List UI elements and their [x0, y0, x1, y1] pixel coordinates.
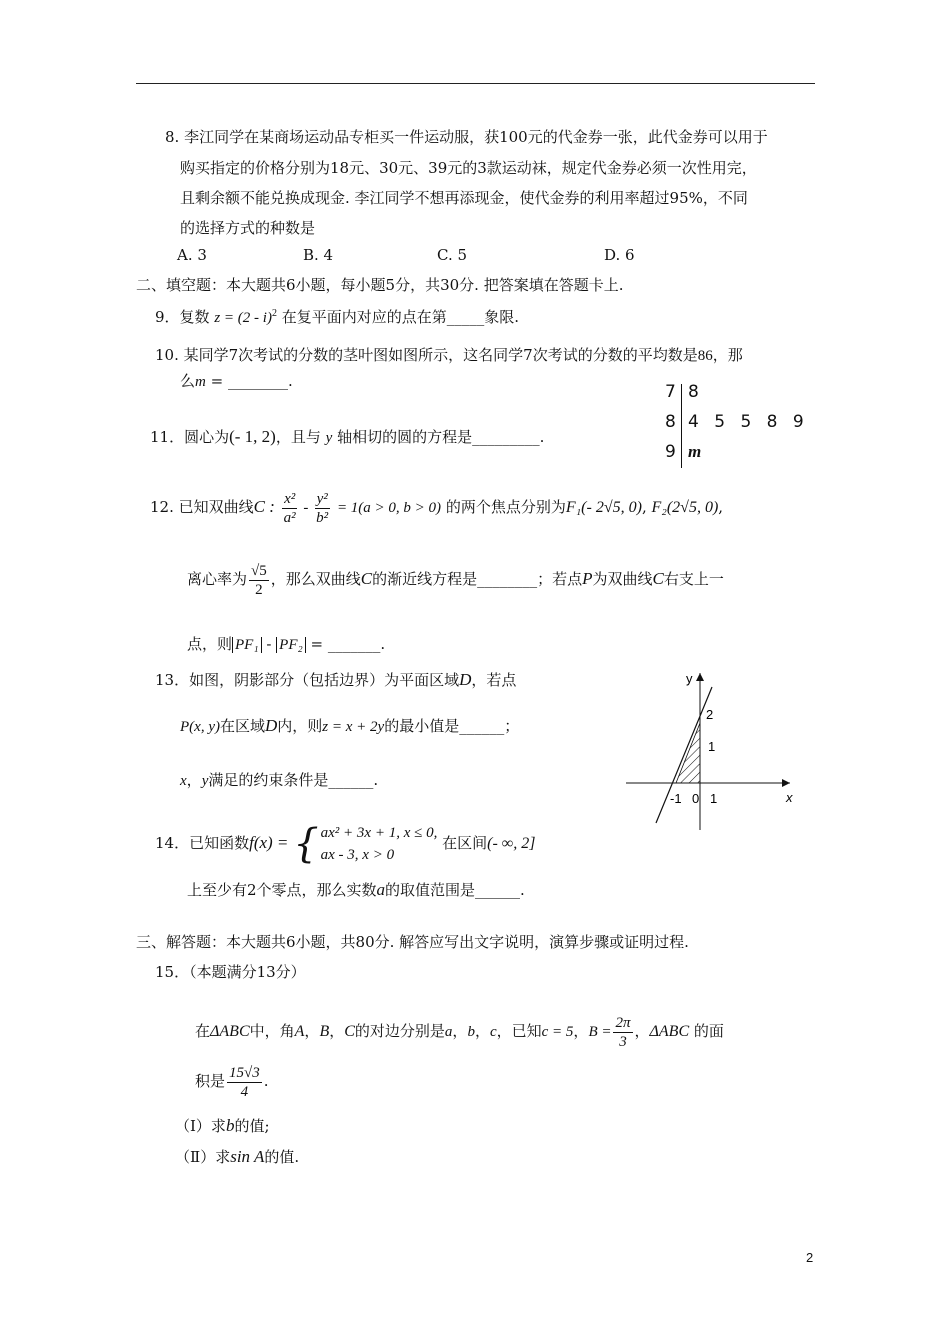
- q10-text2: 么: [180, 372, 196, 390]
- q15-part1: [175, 1116, 270, 1136]
- tick-x-1: 1: [710, 791, 718, 806]
- q9-prefix: 9．复数: [155, 308, 210, 326]
- q12-prefix: 12. 已知双曲线: [150, 498, 254, 516]
- q12-line1: 12. 已知双曲线C : $\frac{\text{x²}}{\text{a²}}$ - $\frac{\text{y²}}{\text{b²}}$ = 1(a > 0, b > 0) 的两个焦点分别为F₁(- 2√5, 0), F₂(2√5, 0),: [150, 490, 724, 526]
- q13-text: 的最小值是______；: [384, 717, 520, 735]
- q13-line2: [180, 716, 519, 737]
- q13-point: P(x, y): [180, 719, 220, 735]
- q15-part2: [175, 1147, 299, 1167]
- q13-line1: [155, 670, 516, 690]
- q13-x: x: [180, 773, 187, 789]
- q8-option-b: B. 4: [303, 246, 334, 264]
- q12-text: 右支上一: [663, 570, 724, 588]
- q15-triangle: ΔABC: [649, 1023, 690, 1040]
- q14-blank: 的取值范围是______.: [385, 881, 525, 899]
- y-axis-label: y: [686, 671, 693, 686]
- q14-line2: [187, 880, 525, 900]
- q14-case-rows: [321, 822, 438, 866]
- q14-line1: [155, 818, 535, 869]
- q15-b-numerator: 2π: [615, 1014, 631, 1031]
- stem-key: 9: [665, 442, 676, 462]
- q12-text: ，那么双曲线: [270, 570, 361, 588]
- stem-leaves: m: [688, 442, 707, 461]
- q14-cases: [293, 822, 437, 866]
- q13-expr: z = x + 2y: [322, 719, 385, 735]
- q15-angle-a: A: [294, 1023, 305, 1040]
- q11-center: (- 1, 2): [229, 427, 276, 446]
- q15-text: 的值.: [264, 1148, 300, 1166]
- boundary-line: [656, 687, 712, 823]
- q8-line4: 的选择方式的种数是: [180, 219, 316, 237]
- q15-b-fraction: [613, 1014, 632, 1051]
- q8-line3: 且剩余额不能兑换成现金. 李江同学不想再添现金，使代金券的利用率超过95%，不同: [180, 189, 748, 207]
- q12-pf2: PF₂: [276, 637, 306, 653]
- q14-interval: (- ∞, 2]: [487, 835, 536, 852]
- q13-y: y: [201, 773, 209, 789]
- q14-brace: {: [293, 821, 319, 867]
- q12-c: C: [360, 569, 373, 588]
- q15-c-value: c = 5: [541, 1024, 574, 1040]
- q13-text: 13．如图，阴影部分（包括边界）为平面区域: [155, 671, 460, 689]
- q10-average: 86: [697, 348, 713, 364]
- q12-yfrac: [314, 490, 330, 527]
- q12-mid: 的两个焦点分别为: [445, 498, 566, 516]
- q12-ecc-numerator: √5: [251, 562, 267, 579]
- q12-ecc-denominator: 2: [255, 581, 263, 598]
- q10-blank: = ________.: [205, 372, 293, 390]
- q12-text: 为双曲线: [592, 570, 653, 588]
- q12-y-denominator: b²: [316, 509, 329, 526]
- q13-d: D: [264, 716, 278, 735]
- q13-line3: [180, 770, 378, 791]
- stem-key: 8: [665, 412, 676, 432]
- q12-line3: 点，则 PF₁ - PF₂ = _______.: [187, 635, 386, 653]
- q15-angle-c: C: [344, 1023, 355, 1040]
- q12-pf1: PF₁: [232, 637, 262, 653]
- q15-line2: [195, 1058, 269, 1104]
- q12-blank: = _______.: [305, 635, 386, 653]
- q14-prefix: 14．已知函数: [155, 834, 250, 852]
- tick-x-neg1: -1: [670, 791, 682, 806]
- q14-case1: ax² + 3x + 1, x ≤ 0,: [320, 825, 438, 841]
- q8-option-c: C. 5: [437, 246, 468, 264]
- q15-line1: 在ΔABC中，角A，B，C的对边分别是a，b，c，已知c = 5，B = $\frac{2\pi}{3}$ ，ΔABC 的面: [195, 1014, 724, 1050]
- q12-xfrac: [282, 490, 298, 527]
- q9-expr: z = (2 - i): [214, 310, 272, 326]
- y-axis-arrow: [696, 673, 704, 681]
- q15-comma: ，: [329, 1022, 345, 1040]
- stem-key: 7: [665, 382, 676, 402]
- stem-divider: [681, 384, 682, 468]
- q8-line1: 8. 李江同学在某商场运动品专柜买一件运动服，获100元的代金券一张，此代金券可以用于: [165, 128, 768, 146]
- q10-text: 10. 某同学7次考试的分数的茎叶图如图所示，这名同学7次考试的分数的平均数是: [155, 346, 698, 364]
- q15-side-b: b: [467, 1024, 475, 1040]
- tick-y-1: 1: [708, 739, 716, 754]
- stem-leaves: 4 5 5 8 9: [688, 412, 809, 432]
- page-number: 2: [806, 1250, 814, 1265]
- tick-x-0: 0: [692, 791, 700, 806]
- q13-text: 满足的约束条件是______.: [208, 771, 379, 789]
- header-rule: [136, 83, 815, 84]
- q10-var-m: m: [195, 374, 206, 390]
- q15-text: 积是: [195, 1072, 226, 1090]
- q15-text: 的面: [693, 1022, 724, 1040]
- q12-curve: C :: [253, 497, 275, 516]
- q14-case2: ax - 3, x > 0: [320, 847, 395, 863]
- q11-axis: y: [325, 430, 333, 446]
- q9-exponent: 2: [271, 308, 277, 319]
- q15-side-b: b: [225, 1116, 235, 1135]
- q12-text: 离心率为: [187, 570, 248, 588]
- q12-y-numerator: y²: [316, 490, 328, 507]
- q8-option-d: D. 6: [604, 246, 635, 264]
- q9-suffix: 在复平面内对应的点在第_____象限.: [281, 308, 520, 326]
- q8-line2: 购买指定的价格分别为18元、30元、39元的3款运动袜，规定代金券必须一次性用完，: [180, 159, 757, 177]
- q15-comma: ，: [304, 1022, 320, 1040]
- q12-focus2: F₂(2√5, 0): [651, 499, 719, 516]
- q12-line2: [187, 556, 724, 602]
- q10-tail: ，那: [712, 346, 743, 364]
- x-axis-arrow: [782, 779, 790, 787]
- q14-text: 上至少有2个零点，那么实数: [187, 881, 377, 899]
- q12-c: C: [652, 569, 664, 588]
- q13-text: ，若点: [471, 671, 517, 689]
- q15-b-denominator: 3: [619, 1033, 627, 1050]
- q12-p: P: [582, 569, 593, 588]
- section3-heading: 三、解答题：本大题共6小题，共80分. 解答应写出文字说明，演算步骤或证明过程.: [136, 933, 689, 951]
- q15-text: 在: [195, 1022, 211, 1040]
- q15-text: ，已知: [496, 1022, 542, 1040]
- region-graph: [620, 665, 800, 830]
- q15-area-fraction: [227, 1064, 262, 1101]
- shaded-region: [676, 723, 700, 783]
- q11-mid: ，且与: [275, 428, 321, 446]
- q15-angle-b: B: [319, 1023, 330, 1040]
- q13-sep: ，: [186, 771, 202, 789]
- q8-option-a: A. 3: [177, 246, 207, 264]
- q13-text: 内，则: [277, 717, 323, 735]
- q12-x-denominator: a²: [283, 509, 296, 526]
- q15-comma: ，: [474, 1022, 490, 1040]
- q15-b-angle: B =: [588, 1024, 612, 1040]
- q15-text: （Ⅱ）求: [175, 1148, 231, 1166]
- q11-prefix: 11．圆心为: [150, 428, 230, 446]
- q12-minus: -: [299, 500, 313, 516]
- q15-title: 15．（本题满分13分）: [155, 963, 306, 981]
- q15-text: 的值;: [234, 1117, 270, 1135]
- q13-text: 在区域: [219, 717, 265, 735]
- q15-sin-a: sin A: [230, 1147, 265, 1166]
- tick-y-2: 2: [706, 707, 714, 722]
- x-axis-label: x: [786, 790, 793, 805]
- q14-a: a: [376, 880, 386, 899]
- q14-mid: 在区间: [442, 834, 488, 852]
- q12-x-numerator: x²: [284, 490, 296, 507]
- q12-condition: = 1(a > 0, b > 0): [336, 500, 442, 516]
- q12-eccentricity: [249, 562, 269, 599]
- q12-focus1: F₁(- 2√5, 0): [565, 499, 642, 516]
- q15-text: 中，角: [249, 1022, 295, 1040]
- q15-comma: ，: [452, 1022, 468, 1040]
- q14-function: f(x) =: [249, 833, 289, 852]
- q15-triangle: ΔABC: [210, 1023, 250, 1040]
- q11: [150, 427, 544, 448]
- q13-d: D: [459, 670, 472, 689]
- q12-text: 的渐近线方程是________；若点: [372, 570, 583, 588]
- q15-side-c: c: [489, 1024, 497, 1040]
- q15-text: 的对边分别是: [354, 1022, 445, 1040]
- q9: [155, 304, 519, 328]
- q15-side-a: a: [444, 1024, 453, 1040]
- q15-area-numerator: 15√3: [229, 1064, 260, 1081]
- q10-line2: [180, 371, 293, 392]
- q11-suffix: 轴相切的圆的方程是_________.: [337, 428, 545, 446]
- q15-area-denominator: 4: [240, 1083, 249, 1100]
- q12-text: 点，则: [187, 635, 233, 653]
- q15-text: （Ⅰ）求: [175, 1117, 226, 1135]
- stem-leaf-plot: [660, 382, 809, 470]
- q10-line1: [155, 345, 743, 366]
- q15-period: .: [263, 1072, 269, 1090]
- stem-leaves: 8: [688, 382, 704, 402]
- section2-heading: 二、填空题：本大题共6小题，每小题5分，共30分. 把答案填在答题卡上.: [136, 276, 624, 294]
